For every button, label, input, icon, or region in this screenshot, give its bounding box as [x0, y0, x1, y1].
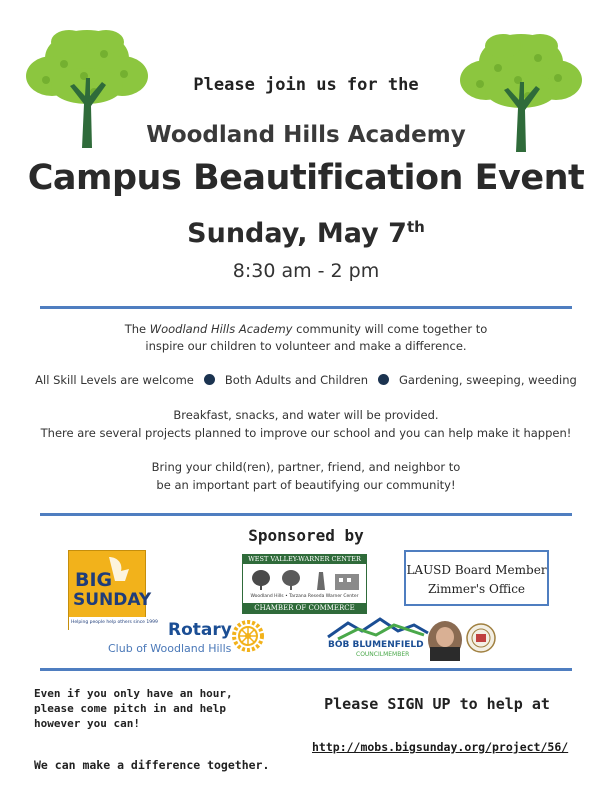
feature-activities: Gardening, sweeping, weeding — [398, 373, 577, 387]
bring-paragraph — [20, 458, 592, 494]
blumenfield-logo — [326, 617, 496, 663]
feature-skill-levels: All Skill Levels are welcome — [35, 373, 194, 387]
big-sunday-logo — [68, 550, 158, 630]
divider-bottom — [40, 668, 572, 671]
intro-pre: The — [124, 322, 150, 336]
event-date-suffix: th — [406, 218, 425, 236]
mountain-icon — [328, 617, 428, 639]
chamber-of-commerce-logo — [242, 554, 367, 614]
rotary-sub: Club of Woodland Hills — [108, 642, 232, 655]
blumenfield-title: COUNCILMEMBER — [356, 651, 410, 658]
lausd-line-1: LAUSD Board Member — [406, 563, 547, 577]
rotary-wheel-icon — [232, 620, 264, 652]
chamber-icons — [243, 564, 366, 594]
big-sunday-tagline: Helping people help others since 1999 — [71, 620, 158, 625]
signup-text: Please SIGN UP to help at — [324, 695, 550, 713]
footer-tagline: We can make a difference together. — [34, 758, 270, 772]
intro-post: community will come together to — [292, 322, 488, 336]
councilmember-portrait — [428, 621, 462, 659]
sponsors-heading: Sponsored by — [248, 526, 364, 545]
intro-italic-school: Woodland Hills Academy — [149, 322, 293, 336]
chamber-top-banner: WEST VALLEY-WARNER CENTER — [243, 555, 366, 564]
big-sunday-line1: BIG — [75, 569, 113, 591]
invite-line: Please join us for the — [193, 75, 419, 95]
event-time: 8:30 am - 2 pm — [232, 260, 380, 282]
footer-note-line1: Even if you only have an hour, — [34, 687, 233, 700]
bring-line-2: be an important part of beautifying our community! — [156, 478, 456, 492]
feature-list — [20, 373, 592, 387]
footer-note-line3: however you can! — [34, 717, 140, 730]
food-line-2: There are several projects planned to improve our school and you can help make it happen! — [40, 426, 572, 440]
bring-line-1: Bring your child(ren), partner, friend, and neighbor to — [151, 460, 461, 474]
rotary-name: Rotary — [168, 620, 232, 640]
signup-link[interactable]: http://mobs.bigsunday.org/project/56/ — [312, 740, 569, 754]
bullet-icon — [204, 374, 215, 385]
bullet-icon — [378, 374, 389, 385]
school-name: Woodland Hills Academy — [146, 122, 466, 148]
chamber-towns: Woodland Hills • Tarzana Reseda Warner Center — [250, 594, 359, 599]
footer-note-line2: please come pitch in and help — [34, 702, 227, 715]
event-date — [100, 218, 512, 249]
food-line-1: Breakfast, snacks, and water will be provided. — [173, 408, 439, 422]
lausd-sponsor-box — [404, 550, 549, 606]
intro-paragraph — [20, 321, 592, 355]
blumenfield-name: BOB BLUMENFIELD — [328, 640, 424, 650]
city-seal-icon — [466, 623, 496, 653]
chamber-bottom-banner: CHAMBER OF COMMERCE — [243, 603, 366, 613]
feature-adults-children: Both Adults and Children — [224, 373, 368, 387]
intro-line-2: inspire our children to volunteer and make a difference. — [145, 339, 467, 353]
rotary-logo — [108, 620, 268, 658]
divider-middle — [40, 513, 572, 516]
food-paragraph — [20, 406, 592, 442]
event-title: Campus Beautification Event — [27, 158, 585, 198]
footer-note — [34, 686, 233, 731]
event-date-main: Sunday, May 7 — [187, 218, 407, 249]
lausd-line-2: Zimmer's Office — [427, 582, 526, 596]
intro-line-1 — [20, 321, 592, 338]
big-sunday-line2: SUNDAY — [73, 590, 152, 610]
divider-top — [40, 306, 572, 309]
